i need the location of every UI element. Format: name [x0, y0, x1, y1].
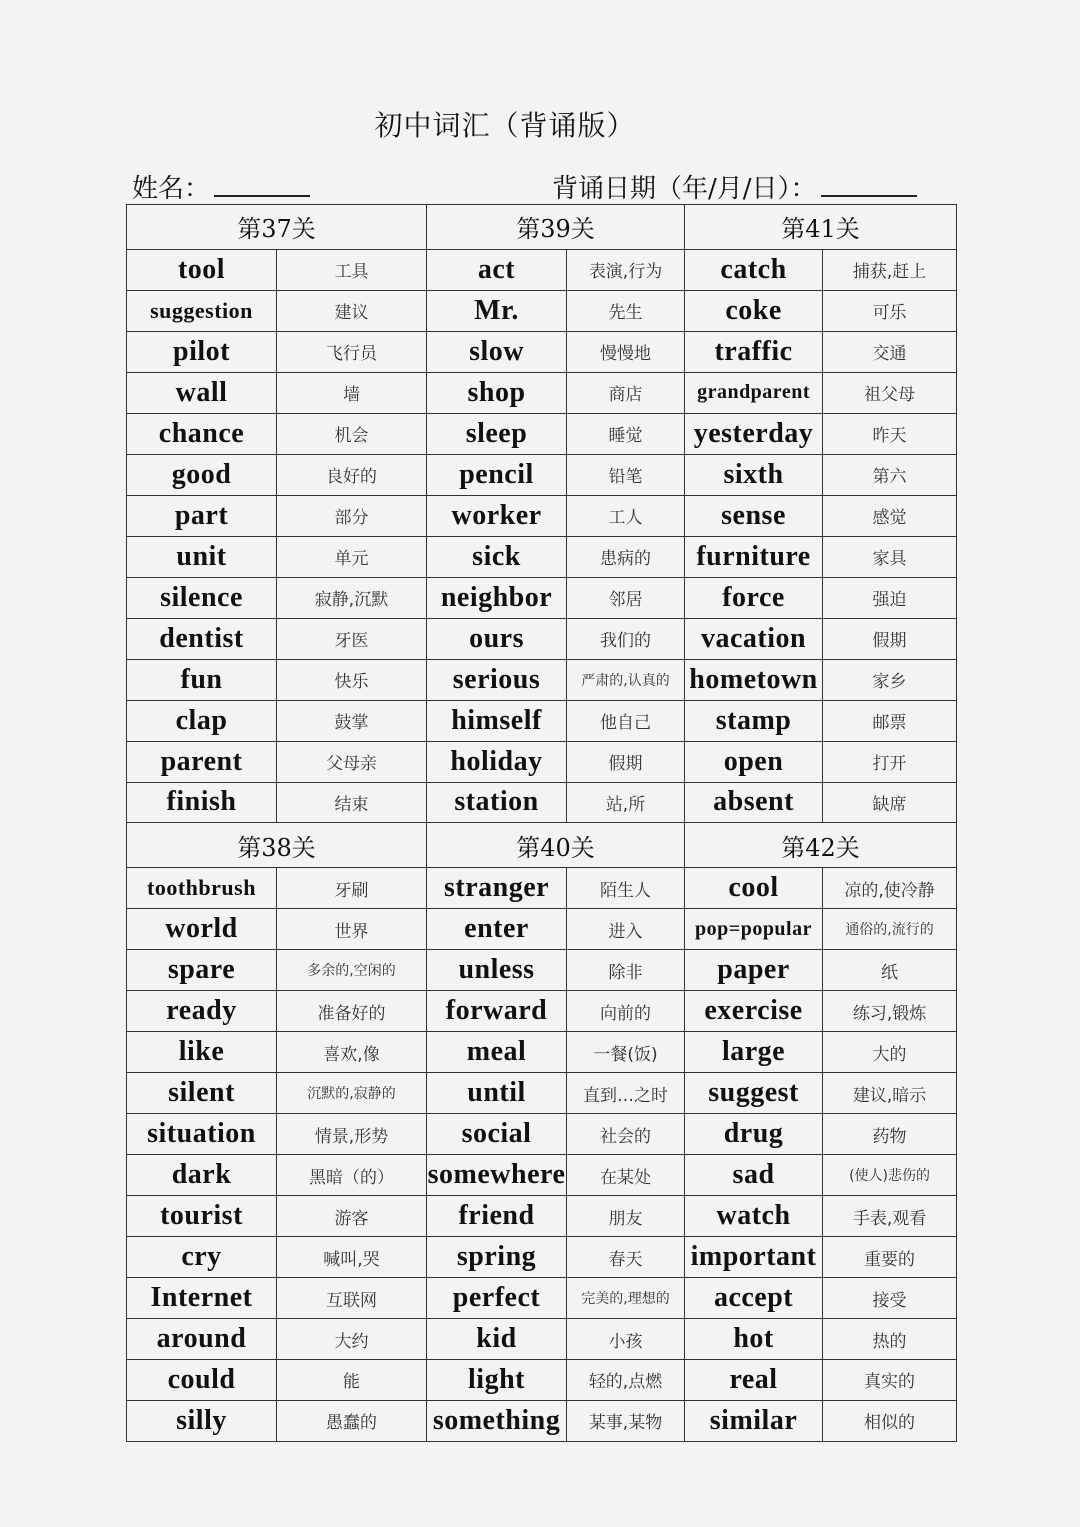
- english-word: perfect: [427, 1278, 567, 1319]
- english-word: silence: [127, 577, 277, 618]
- chinese-meaning: 准备好的: [277, 991, 427, 1032]
- chinese-meaning: 墙: [277, 372, 427, 413]
- chinese-meaning: 缺席: [823, 782, 957, 823]
- date-field: [552, 168, 917, 205]
- chinese-meaning: 飞行员: [277, 331, 427, 372]
- english-word: friend: [427, 1196, 567, 1237]
- chinese-meaning: 重要的: [823, 1237, 957, 1278]
- english-word: unit: [127, 536, 277, 577]
- english-word: exercise: [685, 991, 823, 1032]
- english-word: traffic: [685, 331, 823, 372]
- english-word: drug: [685, 1114, 823, 1155]
- chinese-meaning: 互联网: [277, 1278, 427, 1319]
- chinese-meaning: 喜欢,像: [277, 1032, 427, 1073]
- english-word: sense: [685, 495, 823, 536]
- chinese-meaning: 愚蠢的: [277, 1400, 427, 1441]
- chinese-meaning: 第六: [823, 454, 957, 495]
- table-row: [127, 331, 957, 372]
- vocab-table: [126, 204, 957, 1442]
- section-header-row: [127, 823, 957, 868]
- chinese-meaning: 除非: [567, 950, 685, 991]
- table-row: [127, 1073, 957, 1114]
- chinese-meaning: 建议: [277, 290, 427, 331]
- english-word: wall: [127, 372, 277, 413]
- chinese-meaning: 通俗的,流行的: [823, 909, 957, 950]
- table-row: [127, 1196, 957, 1237]
- english-word: Internet: [127, 1278, 277, 1319]
- english-word: world: [127, 909, 277, 950]
- chinese-meaning: 在某处: [567, 1155, 685, 1196]
- table-row: [127, 1114, 957, 1155]
- english-word: real: [685, 1360, 823, 1401]
- table-row: [127, 454, 957, 495]
- table-row: [127, 950, 957, 991]
- chinese-meaning: 纸: [823, 950, 957, 991]
- english-word: neighbor: [427, 577, 567, 618]
- chinese-meaning: 大约: [277, 1319, 427, 1360]
- english-word: hot: [685, 1319, 823, 1360]
- english-word: meal: [427, 1032, 567, 1073]
- english-word: large: [685, 1032, 823, 1073]
- english-word: toothbrush: [127, 868, 277, 909]
- chinese-meaning: (使人)悲伤的: [823, 1155, 957, 1196]
- chinese-meaning: 热的: [823, 1319, 957, 1360]
- english-word: pop=popular: [685, 909, 823, 950]
- english-word: serious: [427, 659, 567, 700]
- english-word: worker: [427, 495, 567, 536]
- english-word: sick: [427, 536, 567, 577]
- chinese-meaning: 接受: [823, 1278, 957, 1319]
- chinese-meaning: 打开: [823, 741, 957, 782]
- table-row: [127, 1155, 957, 1196]
- section-header: 第41关: [685, 205, 957, 250]
- english-word: light: [427, 1360, 567, 1401]
- chinese-meaning: 他自己: [567, 700, 685, 741]
- chinese-meaning: 某事,某物: [567, 1400, 685, 1441]
- chinese-meaning: 牙医: [277, 618, 427, 659]
- page-title: 初中词汇（背诵版）: [374, 109, 636, 142]
- chinese-meaning: 练习,锻炼: [823, 991, 957, 1032]
- name-label: 姓名：: [132, 174, 211, 204]
- english-word: stranger: [427, 868, 567, 909]
- chinese-meaning: 强迫: [823, 577, 957, 618]
- chinese-meaning: 昨天: [823, 413, 957, 454]
- chinese-meaning: 严肃的,认真的: [567, 659, 685, 700]
- name-field: [132, 168, 310, 205]
- section-header: 第40关: [427, 823, 685, 868]
- table-row: [127, 495, 957, 536]
- english-word: something: [427, 1400, 567, 1441]
- chinese-meaning: 我们的: [567, 618, 685, 659]
- chinese-meaning: 部分: [277, 495, 427, 536]
- english-word: could: [127, 1360, 277, 1401]
- table-row: [127, 536, 957, 577]
- chinese-meaning: 感觉: [823, 495, 957, 536]
- english-word: suggestion: [127, 290, 277, 331]
- chinese-meaning: 多余的,空闲的: [277, 950, 427, 991]
- english-word: kid: [427, 1319, 567, 1360]
- chinese-meaning: 完美的,理想的: [567, 1278, 685, 1319]
- chinese-meaning: 邻居: [567, 577, 685, 618]
- chinese-meaning: 牙刷: [277, 868, 427, 909]
- section-header: 第42关: [685, 823, 957, 868]
- english-word: ours: [427, 618, 567, 659]
- date-label: 背诵日期（年/月/日）：: [552, 174, 817, 204]
- english-word: Mr.: [427, 290, 567, 331]
- english-word: furniture: [685, 536, 823, 577]
- table-row: [127, 372, 957, 413]
- chinese-meaning: 沉默的,寂静的: [277, 1073, 427, 1114]
- english-word: fun: [127, 659, 277, 700]
- chinese-meaning: 假期: [823, 618, 957, 659]
- chinese-meaning: 交通: [823, 331, 957, 372]
- english-word: like: [127, 1032, 277, 1073]
- english-word: around: [127, 1319, 277, 1360]
- english-word: forward: [427, 991, 567, 1032]
- table-row: [127, 290, 957, 331]
- english-word: tool: [127, 249, 277, 290]
- english-word: social: [427, 1114, 567, 1155]
- table-row: [127, 868, 957, 909]
- chinese-meaning: 寂静,沉默: [277, 577, 427, 618]
- section-header: 第37关: [127, 205, 427, 250]
- chinese-meaning: 慢慢地: [567, 331, 685, 372]
- chinese-meaning: 真实的: [823, 1360, 957, 1401]
- chinese-meaning: 工具: [277, 249, 427, 290]
- english-word: chance: [127, 413, 277, 454]
- table-row: [127, 909, 957, 950]
- chinese-meaning: 手表,观看: [823, 1196, 957, 1237]
- english-word: catch: [685, 249, 823, 290]
- english-word: cool: [685, 868, 823, 909]
- chinese-meaning: 相似的: [823, 1400, 957, 1441]
- table-row: [127, 1360, 957, 1401]
- chinese-meaning: 假期: [567, 741, 685, 782]
- english-word: dark: [127, 1155, 277, 1196]
- chinese-meaning: 向前的: [567, 991, 685, 1032]
- english-word: somewhere: [427, 1155, 567, 1196]
- chinese-meaning: 春天: [567, 1237, 685, 1278]
- english-word: important: [685, 1237, 823, 1278]
- table-row: [127, 1400, 957, 1441]
- table-row: [127, 413, 957, 454]
- english-word: finish: [127, 782, 277, 823]
- table-row: [127, 1032, 957, 1073]
- chinese-meaning: 鼓掌: [277, 700, 427, 741]
- chinese-meaning: 情景,形势: [277, 1114, 427, 1155]
- name-blank: [214, 171, 310, 197]
- english-word: clap: [127, 700, 277, 741]
- chinese-meaning: 父母亲: [277, 741, 427, 782]
- english-word: force: [685, 577, 823, 618]
- chinese-meaning: 黑暗（的）: [277, 1155, 427, 1196]
- table-row: [127, 741, 957, 782]
- table-row: [127, 1319, 957, 1360]
- english-word: pilot: [127, 331, 277, 372]
- table-row: [127, 991, 957, 1032]
- english-word: paper: [685, 950, 823, 991]
- english-word: watch: [685, 1196, 823, 1237]
- chinese-meaning: 邮票: [823, 700, 957, 741]
- english-word: parent: [127, 741, 277, 782]
- english-word: coke: [685, 290, 823, 331]
- english-word: shop: [427, 372, 567, 413]
- english-word: ready: [127, 991, 277, 1032]
- english-word: sad: [685, 1155, 823, 1196]
- section-header: 第38关: [127, 823, 427, 868]
- date-blank: [821, 171, 917, 197]
- english-word: spare: [127, 950, 277, 991]
- chinese-meaning: 商店: [567, 372, 685, 413]
- table-row: [127, 1278, 957, 1319]
- chinese-meaning: 大的: [823, 1032, 957, 1073]
- table-row: [127, 618, 957, 659]
- chinese-meaning: 工人: [567, 495, 685, 536]
- english-word: hometown: [685, 659, 823, 700]
- chinese-meaning: 单元: [277, 536, 427, 577]
- chinese-meaning: 捕获,赶上: [823, 249, 957, 290]
- chinese-meaning: 家具: [823, 536, 957, 577]
- chinese-meaning: 凉的,使冷静: [823, 868, 957, 909]
- chinese-meaning: 可乐: [823, 290, 957, 331]
- table-row: [127, 659, 957, 700]
- english-word: pencil: [427, 454, 567, 495]
- chinese-meaning: 快乐: [277, 659, 427, 700]
- english-word: slow: [427, 331, 567, 372]
- english-word: sleep: [427, 413, 567, 454]
- chinese-meaning: 游客: [277, 1196, 427, 1237]
- english-word: cry: [127, 1237, 277, 1278]
- chinese-meaning: 铅笔: [567, 454, 685, 495]
- table-row: [127, 782, 957, 823]
- chinese-meaning: 家乡: [823, 659, 957, 700]
- english-word: station: [427, 782, 567, 823]
- chinese-meaning: 能: [277, 1360, 427, 1401]
- english-word: unless: [427, 950, 567, 991]
- chinese-meaning: 世界: [277, 909, 427, 950]
- english-word: tourist: [127, 1196, 277, 1237]
- chinese-meaning: 睡觉: [567, 413, 685, 454]
- english-word: enter: [427, 909, 567, 950]
- table-row: [127, 1237, 957, 1278]
- english-word: suggest: [685, 1073, 823, 1114]
- english-word: part: [127, 495, 277, 536]
- chinese-meaning: 机会: [277, 413, 427, 454]
- table-row: [127, 577, 957, 618]
- chinese-meaning: 结束: [277, 782, 427, 823]
- chinese-meaning: 进入: [567, 909, 685, 950]
- english-word: situation: [127, 1114, 277, 1155]
- chinese-meaning: 建议,暗示: [823, 1073, 957, 1114]
- chinese-meaning: 良好的: [277, 454, 427, 495]
- english-word: silly: [127, 1400, 277, 1441]
- table-row: [127, 249, 957, 290]
- chinese-meaning: 先生: [567, 290, 685, 331]
- english-word: yesterday: [685, 413, 823, 454]
- chinese-meaning: 直到…之时: [567, 1073, 685, 1114]
- english-word: open: [685, 741, 823, 782]
- chinese-meaning: 社会的: [567, 1114, 685, 1155]
- chinese-meaning: 祖父母: [823, 372, 957, 413]
- table-row: [127, 700, 957, 741]
- english-word: vacation: [685, 618, 823, 659]
- chinese-meaning: 轻的,点燃: [567, 1360, 685, 1401]
- english-word: sixth: [685, 454, 823, 495]
- chinese-meaning: 药物: [823, 1114, 957, 1155]
- english-word: himself: [427, 700, 567, 741]
- chinese-meaning: 小孩: [567, 1319, 685, 1360]
- chinese-meaning: 表演,行为: [567, 249, 685, 290]
- english-word: spring: [427, 1237, 567, 1278]
- chinese-meaning: 朋友: [567, 1196, 685, 1237]
- english-word: silent: [127, 1073, 277, 1114]
- english-word: absent: [685, 782, 823, 823]
- chinese-meaning: 陌生人: [567, 868, 685, 909]
- english-word: similar: [685, 1400, 823, 1441]
- english-word: until: [427, 1073, 567, 1114]
- chinese-meaning: 一餐(饭): [567, 1032, 685, 1073]
- chinese-meaning: 患病的: [567, 536, 685, 577]
- english-word: grandparent: [685, 372, 823, 413]
- english-word: act: [427, 249, 567, 290]
- english-word: dentist: [127, 618, 277, 659]
- english-word: stamp: [685, 700, 823, 741]
- section-header: 第39关: [427, 205, 685, 250]
- english-word: good: [127, 454, 277, 495]
- english-word: holiday: [427, 741, 567, 782]
- chinese-meaning: 站,所: [567, 782, 685, 823]
- english-word: accept: [685, 1278, 823, 1319]
- chinese-meaning: 喊叫,哭: [277, 1237, 427, 1278]
- section-header-row: [127, 205, 957, 250]
